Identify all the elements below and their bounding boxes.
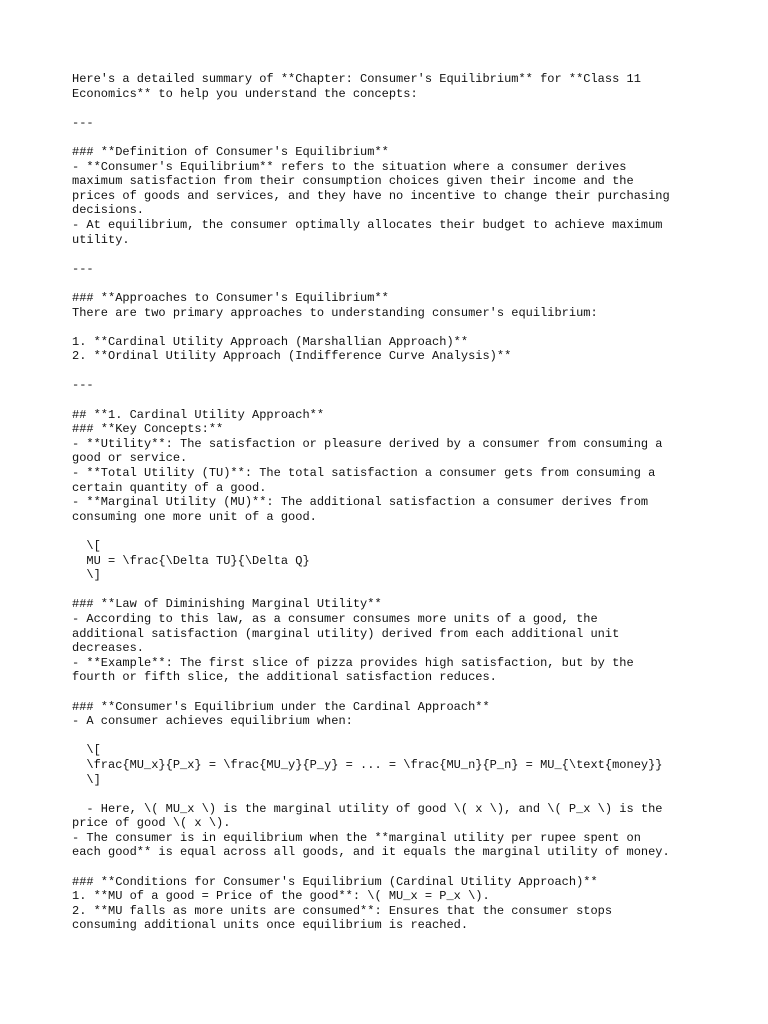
- text-line: [72, 130, 728, 145]
- text-line: \frac{MU_x}{P_x} = \frac{MU_y}{P_y} = ... = \frac{MU_n}{P_n} = MU_{\text{money}}: [72, 757, 663, 772]
- text-line: - **Total Utility (TU)**: The total satisfaction a consumer gets from consuming a: [72, 466, 656, 481]
- text-line: 1. **MU of a good = Price of the good**: \( MU_x = P_x \).: [72, 889, 490, 904]
- text-line: [72, 860, 728, 875]
- text-line: [72, 247, 728, 262]
- document-text: [72, 72, 728, 933]
- text-line: Here's a detailed summary of **Chapter: Consumer's Equilibrium** for **Class 11: [72, 72, 641, 86]
- text-line: ### **Conditions for Consumer's Equilibrium (Cardinal Utility Approach)**: [72, 874, 598, 889]
- text-line: [72, 276, 728, 291]
- text-line: ### **Approaches to Consumer's Equilibrium**: [72, 290, 389, 305]
- text-line: - **Marginal Utility (MU)**: The additional satisfaction a consumer derives from: [72, 495, 649, 510]
- text-line: ---: [72, 261, 94, 276]
- text-line: [72, 364, 728, 379]
- text-line: - According to this law, as a consumer consumes more units of a good, the: [72, 611, 598, 626]
- text-line: \]: [72, 568, 101, 583]
- text-line: each good** is equal across all goods, and it equals the marginal utility of money.: [72, 845, 670, 860]
- text-line: fourth or fifth slice, the additional satisfaction reduces.: [72, 670, 497, 685]
- text-line: [72, 685, 728, 700]
- text-line: ### **Law of Diminishing Marginal Utility**: [72, 597, 382, 612]
- text-line: maximum satisfaction from their consumption choices given their income and the: [72, 174, 634, 189]
- text-line: - **Consumer's Equilibrium** refers to the situation where a consumer derives: [72, 159, 627, 174]
- text-line: 2. **MU falls as more units are consumed**: Ensures that the consumer stops: [72, 903, 613, 918]
- text-line: - **Example**: The first slice of pizza provides high satisfaction, but by the: [72, 655, 634, 670]
- text-line: \]: [72, 772, 101, 787]
- text-line: consuming one more unit of a good.: [72, 509, 317, 524]
- text-line: ### **Definition of Consumer's Equilibrium**: [72, 144, 389, 159]
- text-line: price of good \( x \).: [72, 816, 231, 831]
- text-line: decreases.: [72, 641, 145, 656]
- text-line: \[: [72, 539, 101, 553]
- text-line: prices of goods and services, and they have no incentive to change their purchasing: [72, 188, 670, 203]
- text-line: consuming additional units once equilibrium is reached.: [72, 918, 469, 933]
- text-line: [72, 787, 728, 802]
- text-line: - A consumer achieves equilibrium when:: [72, 714, 353, 729]
- text-line: - **Utility**: The satisfaction or pleasure derived by a consumer from consuming a: [72, 436, 663, 451]
- text-line: certain quantity of a good.: [72, 480, 267, 495]
- text-line: ---: [72, 115, 94, 130]
- text-line: There are two primary approaches to understanding consumer's equilibrium:: [72, 305, 598, 320]
- text-line: Economics** to help you understand the concepts:: [72, 86, 418, 101]
- text-line: ---: [72, 378, 94, 393]
- text-line: [72, 320, 728, 335]
- text-line: 2. **Ordinal Utility Approach (Indifference Curve Analysis)**: [72, 349, 512, 364]
- text-line: ### **Key Concepts:**: [72, 422, 224, 437]
- text-line: - At equilibrium, the consumer optimally allocates their budget to achieve maximum: [72, 217, 663, 232]
- text-line: \[: [72, 743, 101, 758]
- text-line: [72, 729, 728, 744]
- text-line: ## **1. Cardinal Utility Approach**: [72, 407, 325, 422]
- text-line: additional satisfaction (marginal utility) derived from each additional unit: [72, 626, 620, 641]
- text-line: - Here, \( MU_x \) is the marginal utility of good \( x \), and \( P_x \) is the: [72, 801, 663, 816]
- text-line: decisions.: [72, 203, 145, 218]
- text-line: ### **Consumer's Equilibrium under the Cardinal Approach**: [72, 699, 490, 714]
- text-line: utility.: [72, 232, 130, 247]
- text-line: [72, 393, 728, 408]
- text-line: good or service.: [72, 451, 188, 466]
- text-line: - The consumer is in equilibrium when the **marginal utility per rupee spent on: [72, 830, 641, 845]
- text-line: 1. **Cardinal Utility Approach (Marshallian Approach)**: [72, 334, 469, 349]
- text-line: MU = \frac{\Delta TU}{\Delta Q}: [72, 553, 310, 568]
- text-line: [72, 101, 728, 116]
- text-line: [72, 583, 728, 598]
- text-line: [72, 524, 728, 539]
